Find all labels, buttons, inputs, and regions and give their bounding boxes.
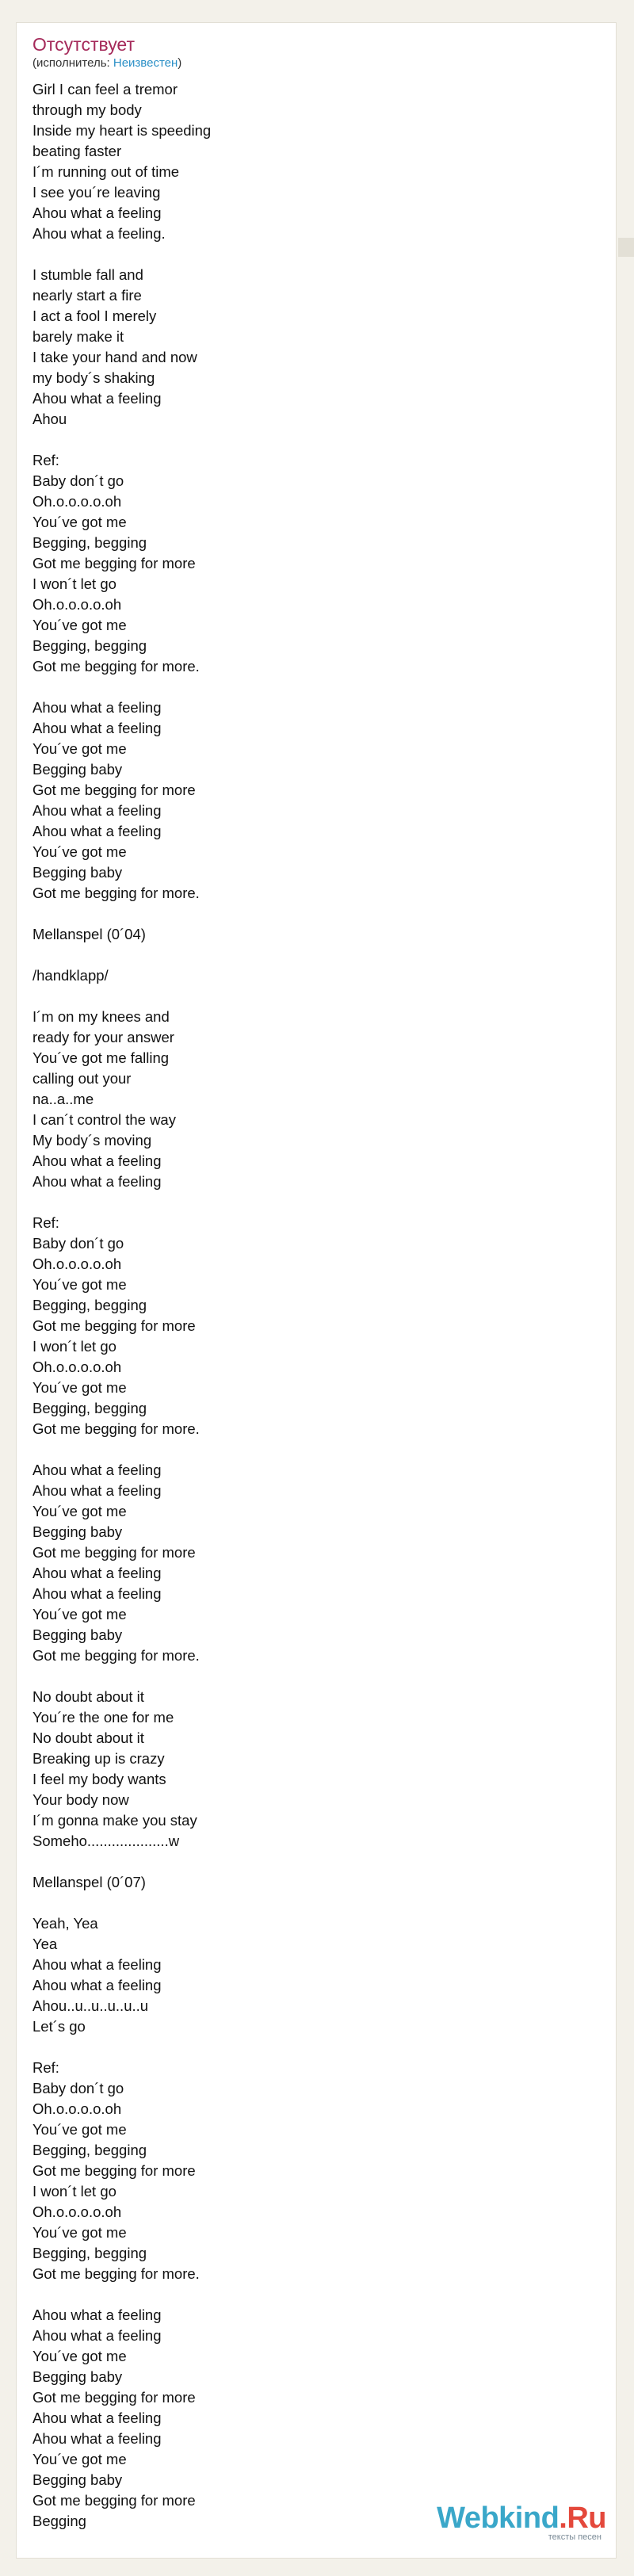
- lyrics-line: my body´s shaking: [32, 369, 155, 386]
- lyrics-line: You´ve got me: [32, 740, 127, 757]
- lyrics-line: Mellanspel (0´04): [32, 926, 146, 942]
- lyrics-page: [16, 22, 617, 2559]
- lyrics-line: barely make it: [32, 328, 124, 345]
- lyrics-blank-line: [32, 945, 587, 965]
- lyrics-line: Girl I can feel a tremor: [32, 81, 178, 97]
- lyrics-line: Got me begging for more: [32, 1317, 196, 1334]
- lyrics-blank-line: [32, 986, 587, 1007]
- lyrics-line: Got me begging for more: [32, 555, 196, 571]
- lyrics-blank-line: [32, 1852, 587, 1872]
- lyrics-line: Yea: [32, 1936, 58, 1952]
- lyrics-line: Inside my heart is speeding: [32, 122, 212, 139]
- lyrics-line: Breaking up is crazy: [32, 1750, 165, 1767]
- lyrics-line: Ahou what a feeling.: [32, 225, 166, 242]
- lyrics-line: I can´t control the way: [32, 1111, 176, 1128]
- lyrics-line: I won´t let go: [32, 1338, 116, 1355]
- lyrics-line: I´m gonna make you stay: [32, 1812, 197, 1829]
- lyrics-line: Ahou: [32, 411, 67, 427]
- lyrics-line: I´m on my knees and: [32, 1008, 170, 1025]
- lyrics-line: Ahou what a feeling: [32, 1977, 162, 1993]
- lyrics-line: Baby don´t go: [32, 1235, 124, 1252]
- lyrics-line: You´ve got me: [32, 1606, 127, 1622]
- lyrics-line: Got me begging for more: [32, 1544, 196, 1561]
- lyrics-line: Got me begging for more.: [32, 2265, 200, 2282]
- lyrics-line: through my body: [32, 101, 142, 118]
- lyrics-line: Got me begging for more: [32, 2389, 196, 2406]
- lyrics-line: Ahou what a feeling: [32, 390, 162, 407]
- lyrics-line: Got me begging for more.: [32, 885, 200, 901]
- lyrics-line: Ahou what a feeling: [32, 204, 162, 221]
- lyrics-line: Ahou what a feeling: [32, 1565, 162, 1581]
- lyrics-line: Oh.o.o.o.o.oh: [32, 2203, 122, 2220]
- lyrics-line: Begging, begging: [32, 2142, 147, 2158]
- lyrics-line: Baby don´t go: [32, 2080, 124, 2096]
- lyrics-blank-line: [32, 244, 587, 265]
- lyrics-line: You´ve got me: [32, 2451, 127, 2467]
- lyrics-line: Ref:: [32, 2059, 59, 2076]
- lyrics-line: Begging baby: [32, 1626, 123, 1643]
- subtitle-prefix: (исполнитель:: [32, 56, 113, 70]
- lyrics-line: Someho....................w: [32, 1833, 180, 1849]
- lyrics-line: You´re the one for me: [32, 1709, 174, 1726]
- lyrics-line: Ahou what a feeling: [32, 1482, 162, 1499]
- lyrics-line: Ahou..u..u..u..u..u: [32, 1997, 149, 2014]
- lyrics-line: You´ve got me: [32, 617, 127, 633]
- subtitle-suffix: ): [178, 56, 182, 70]
- artist-link[interactable]: Неизвестен: [113, 56, 178, 70]
- lyrics-line: Baby don´t go: [32, 472, 124, 489]
- lyrics-line: Begging, begging: [32, 2245, 147, 2261]
- lyrics-line: Ahou what a feeling: [32, 1173, 162, 1190]
- lyrics-text: [32, 79, 587, 2532]
- lyrics-blank-line: [32, 1893, 587, 1913]
- lyrics-line: Got me begging for more.: [32, 658, 200, 675]
- lyrics-line: You´ve got me: [32, 843, 127, 860]
- lyrics-line: I won´t let go: [32, 2183, 116, 2200]
- lyrics-line: Ahou what a feeling: [32, 823, 162, 839]
- lyrics-line: Oh.o.o.o.o.oh: [32, 596, 122, 613]
- logo-main-text: Webkind: [437, 2501, 560, 2535]
- lyrics-line: Ref:: [32, 452, 59, 468]
- lyrics-line: Begging baby: [32, 864, 123, 881]
- lyrics-line: You´ve got me: [32, 2224, 127, 2241]
- lyrics-line: Ahou what a feeling: [32, 802, 162, 819]
- lyrics-line: You´ve got me: [32, 2121, 127, 2138]
- lyrics-line: Begging, begging: [32, 1297, 147, 1313]
- lyrics-line: Ahou what a feeling: [32, 699, 162, 716]
- lyrics-line: Mellanspel (0´07): [32, 1874, 146, 1890]
- logo-wordmark: [437, 2501, 606, 2536]
- lyrics-line: Yeah, Yea: [32, 1915, 98, 1932]
- lyrics-blank-line: [32, 677, 587, 698]
- lyrics-line: nearly start a fire: [32, 287, 142, 304]
- lyrics-line: You´ve got me: [32, 1276, 127, 1293]
- lyrics-line: Ahou what a feeling: [32, 1462, 162, 1478]
- song-title: Отсутствует: [32, 34, 135, 55]
- lyrics-line: Begging baby: [32, 2368, 123, 2385]
- lyrics-line: You´ve got me: [32, 2348, 127, 2364]
- lyrics-line: I´m running out of time: [32, 163, 180, 180]
- lyrics-line: Your body now: [32, 1791, 129, 1808]
- lyrics-line: na..a..me: [32, 1091, 94, 1107]
- lyrics-line: You´ve got me falling: [32, 1049, 170, 1066]
- lyrics-line: Begging baby: [32, 1523, 123, 1540]
- lyrics-line: I stumble fall and: [32, 266, 143, 283]
- lyrics-line: Ahou what a feeling: [32, 720, 162, 736]
- lyrics-line: ready for your answer: [32, 1029, 174, 1045]
- site-logo[interactable]: [437, 2501, 606, 2542]
- lyrics-line: Begging, begging: [32, 637, 147, 654]
- lyrics-blank-line: [32, 2037, 587, 2058]
- lyrics-line: I act a fool I merely: [32, 308, 157, 324]
- lyrics-line: Begging: [32, 2513, 86, 2529]
- lyrics-line: I feel my body wants: [32, 1771, 166, 1787]
- lyrics-line: Oh.o.o.o.o.oh: [32, 2100, 122, 2117]
- lyrics-line: /handklapp/: [32, 967, 109, 984]
- lyrics-blank-line: [32, 1439, 587, 1460]
- lyrics-line: Oh.o.o.o.o.oh: [32, 1256, 122, 1272]
- lyrics-line: Ahou what a feeling: [32, 2430, 162, 2447]
- lyrics-line: Begging baby: [32, 761, 123, 778]
- lyrics-line: Ref:: [32, 1214, 59, 1231]
- logo-tld: .Ru: [559, 2501, 606, 2535]
- lyrics-line: You´ve got me: [32, 1379, 127, 1396]
- lyrics-line: Oh.o.o.o.o.oh: [32, 1359, 122, 1375]
- lyrics-line: Got me begging for more.: [32, 1420, 200, 1437]
- lyrics-line: You´ve got me: [32, 514, 127, 530]
- lyrics-line: Let´s go: [32, 2018, 86, 2035]
- lyrics-line: Begging baby: [32, 2471, 123, 2488]
- lyrics-line: I see you´re leaving: [32, 184, 161, 201]
- lyrics-blank-line: [32, 430, 587, 450]
- lyrics-blank-line: [32, 904, 587, 924]
- lyrics-line: beating faster: [32, 143, 122, 159]
- lyrics-line: Begging, begging: [32, 1400, 147, 1416]
- lyrics-line: Got me begging for more: [32, 782, 196, 798]
- lyrics-line: Oh.o.o.o.o.oh: [32, 493, 122, 510]
- lyrics-blank-line: [32, 2284, 587, 2305]
- lyrics-line: Got me begging for more: [32, 2492, 196, 2509]
- lyrics-line: Begging, begging: [32, 534, 147, 551]
- lyrics-line: Ahou what a feeling: [32, 2307, 162, 2323]
- lyrics-line: Ahou what a feeling: [32, 1956, 162, 1973]
- lyrics-line: No doubt about it: [32, 1729, 144, 1746]
- lyrics-blank-line: [32, 1192, 587, 1213]
- song-subtitle: [32, 56, 181, 70]
- logo-tagline: тексты песен: [548, 2532, 602, 2542]
- lyrics-line: Ahou what a feeling: [32, 2410, 162, 2426]
- lyrics-line: Got me begging for more: [32, 2162, 196, 2179]
- lyrics-line: Ahou what a feeling: [32, 1152, 162, 1169]
- lyrics-line: You´ve got me: [32, 1503, 127, 1519]
- lyrics-blank-line: [32, 1666, 587, 1687]
- lyrics-line: calling out your: [32, 1070, 132, 1087]
- lyrics-line: Ahou what a feeling: [32, 1585, 162, 1602]
- side-tab[interactable]: [618, 238, 634, 257]
- lyrics-line: Got me begging for more.: [32, 1647, 200, 1664]
- lyrics-line: My body´s moving: [32, 1132, 152, 1148]
- lyrics-line: No doubt about it: [32, 1688, 144, 1705]
- lyrics-line: I won´t let go: [32, 575, 116, 592]
- lyrics-line: I take your hand and now: [32, 349, 197, 365]
- lyrics-line: Ahou what a feeling: [32, 2327, 162, 2344]
